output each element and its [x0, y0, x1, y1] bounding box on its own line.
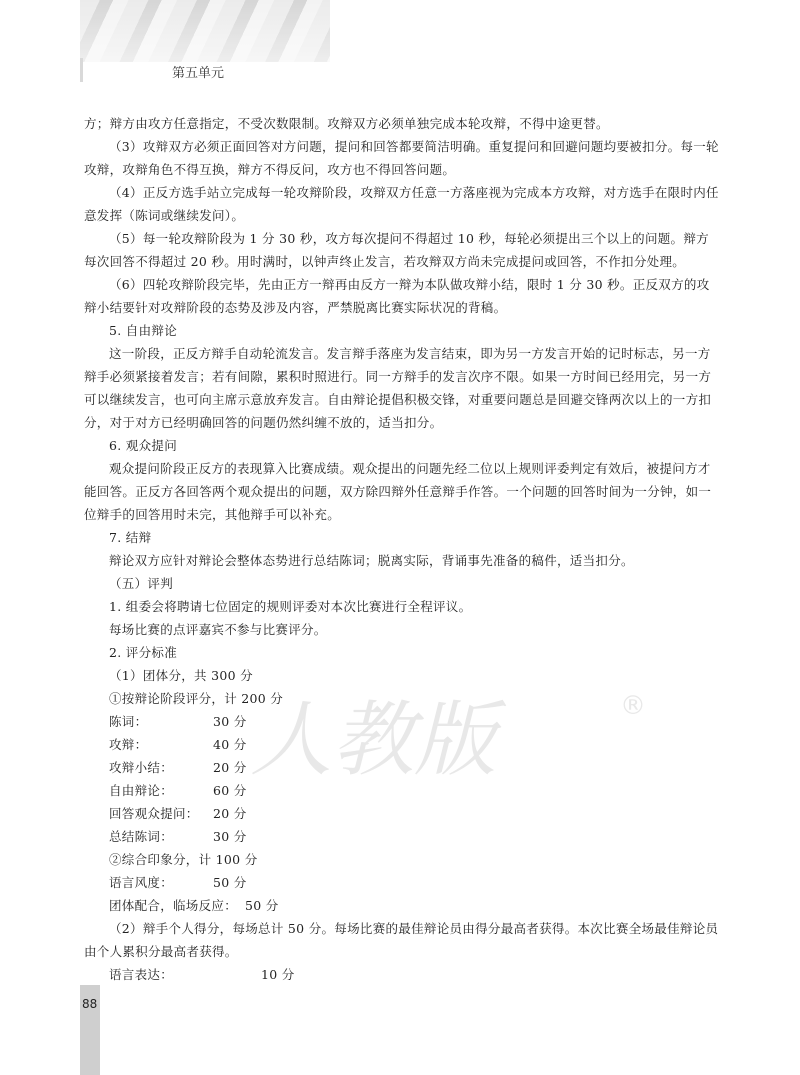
- score-label: 总结陈词：: [109, 829, 174, 844]
- score-row: [84, 894, 720, 917]
- paragraph: 这一阶段，正反方辩手自动轮流发言。发言辩手落座为发言结束，即为另一方发言开始的记时标志，另一方辩手必须紧接着发言；若有间隙，累积时照进行。同一方辩手的发言次序不限。如果一方时间已经用完，另一方可以继续发言，也可向主席示意放弃发言。自由辩论提倡积极交锋，对重要问题总是回避交锋两次以上的一方扣分，对于对方已经明确回答的问题仍然纠缠不放的，适当扣分。: [84, 346, 712, 430]
- watermark-text: 人教版: [250, 693, 496, 788]
- unit-title: 第五单元: [172, 66, 225, 81]
- paragraph: （2）辩手个人得分，每场总计 50 分。每场比赛的最佳辩论员由得分最高者获得。本次比赛全场最佳辩论员由个人累积分最高者获得。: [84, 921, 719, 959]
- score-row: [84, 756, 720, 779]
- paragraph: （5）每一轮攻辩阶段为 1 分 30 秒，攻方每次提问不得超过 10 秒，每轮必须提出三个以上的问题。辩方每次回答不得超过 20 秒。用时满时，以钟声终止发言，若攻辩双方尚未完成提问或回答，不作扣分处理。: [84, 231, 709, 269]
- score-value: 10 分: [261, 967, 295, 982]
- section-heading: （五）评判: [109, 576, 174, 591]
- score-value: 50 分: [245, 898, 279, 913]
- score-value: 30 分: [213, 714, 247, 729]
- score-value: 60 分: [213, 783, 247, 798]
- score-value: 20 分: [213, 806, 247, 821]
- paragraph: 辩论双方应针对辩论会整体态势进行总结陈词；脱离实际，背诵事先准备的稿件，适当扣分。: [109, 553, 634, 568]
- paragraph: （3）攻辩双方必须正面回答对方问题，提问和回答都要简洁明确。重复提问和回避问题均要被扣分。每一轮攻辩，攻辩角色不得互换，辩方不得反问，攻方也不得回答问题。: [84, 139, 719, 177]
- paragraph: 观众提问阶段正反方的表现算入比赛成绩。观众提出的问题先经二位以上规则评委判定有效后，被提问方才能回答。正反方各回答两个观众提出的问题，双方除四辩外任意辩手作答。一个问题的回答时间为一分钟，如一位辩手的回答用时未完，其他辩手可以补充。: [84, 461, 712, 522]
- paragraph: ②综合印象分，计 100 分: [109, 852, 258, 867]
- score-row: [84, 963, 720, 986]
- score-row: [84, 802, 720, 825]
- paragraph: 每场比赛的点评嘉宾不参与比赛评分。: [109, 622, 327, 637]
- section-heading: 6. 观众提问: [109, 438, 177, 453]
- score-row: [84, 710, 720, 733]
- score-value: 40 分: [213, 737, 247, 752]
- paragraph: （4）正反方选手站立完成每一轮攻辩阶段，攻辩双方任意一方落座视为完成本方攻辩，对方选手在限时内任意发挥（陈词或继续发问）。: [84, 185, 719, 223]
- score-row: [84, 871, 720, 894]
- paragraph: ①按辩论阶段评分，计 200 分: [109, 691, 284, 706]
- section-heading: 5. 自由辩论: [109, 323, 177, 338]
- page-number: 88: [82, 997, 98, 1011]
- score-label: 陈词：: [109, 714, 148, 729]
- paragraph: 方；辩方由攻方任意指定，不受次数限制。攻辩双方必须单独完成本轮攻辩，不得中途更替。: [84, 116, 609, 131]
- score-label: 攻辩小结：: [109, 760, 174, 775]
- paragraph: （1）团体分，共 300 分: [109, 668, 253, 683]
- score-label: 团体配合，临场反应：: [109, 898, 238, 913]
- paragraph: （6）四轮攻辩阶段完毕，先由正方一辩再由反方一辩为本队做攻辩小结，限时 1 分 30 秒。正反双方的攻辩小结要针对攻辩阶段的态势及涉及内容，严禁脱离比赛实际状况的背稿。: [84, 277, 710, 315]
- watermark-registered-mark: ®: [620, 691, 646, 721]
- page-body: [84, 112, 720, 986]
- paragraph: 2. 评分标准: [109, 645, 177, 660]
- score-label: 语言风度：: [109, 875, 174, 890]
- score-row: [84, 733, 720, 756]
- score-row: [84, 825, 720, 848]
- score-label: 攻辩：: [109, 737, 148, 752]
- score-value: 30 分: [213, 829, 247, 844]
- score-label: 回答观众提问：: [109, 806, 199, 821]
- section-heading: 7. 结辩: [109, 530, 152, 545]
- score-value: 20 分: [213, 760, 247, 775]
- score-row: [84, 779, 720, 802]
- paragraph: 1. 组委会将聘请七位固定的规则评委对本次比赛进行全程评议。: [109, 599, 472, 614]
- header-decoration: [80, 0, 330, 62]
- score-value: 50 分: [213, 875, 247, 890]
- score-label: 语言表达：: [109, 967, 174, 982]
- score-label: 自由辩论：: [109, 783, 174, 798]
